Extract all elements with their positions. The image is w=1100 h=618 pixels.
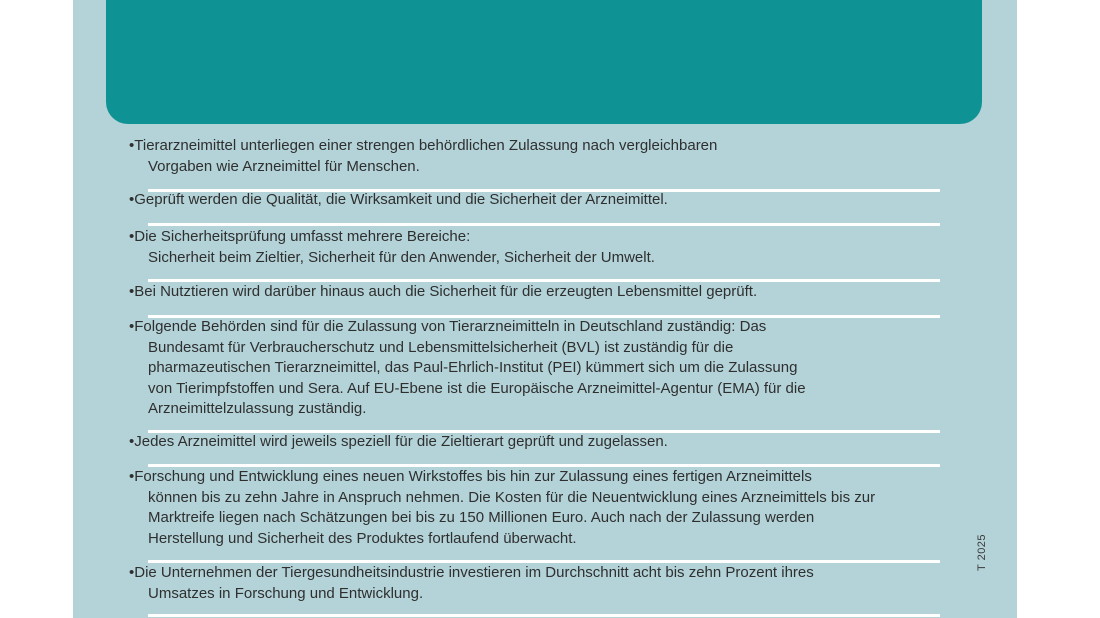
list-item [129,432,959,453]
divider [148,223,940,226]
continuation-text: Marktreife liegen nach Schätzungen bei bis zu 150 Millionen Euro. Auch nach der Zulassung werden [148,509,815,526]
info-panel [73,0,1017,618]
bullet-text: •Die Sicherheitsprüfung umfasst mehrere Bereiche: [129,228,471,245]
bullet-text: •Bei Nutztieren wird darüber hinaus auch die Sicherheit für die erzeugten Lebensmittel geprüft. [129,283,758,300]
continuation-text: können bis zu zehn Jahre in Anspruch nehmen. Die Kosten für die Neuentwicklung eines Arzneimittels bis zur [148,488,876,506]
divider [148,614,940,617]
side-label: T 2025 [976,533,988,571]
bullet-text: •Tierarzneimittel unterliegen einer strengen behördlichen Zulassung nach vergleichbaren [129,137,718,154]
list-item [129,282,959,303]
list-item [129,190,959,211]
continuation-text: Herstellung und Sicherheit des Produktes fortlaufend überwacht. [148,529,577,547]
continuation-text: Sicherheit beim Zieltier, Sicherheit für den Anwender, Sicherheit der Umwelt. [148,248,655,266]
list-item [129,317,959,420]
continuation-text: von Tierimpfstoffen und Sera. Auf EU-Ebene ist die Europäische Arzneimittel-Agentur (EMA) für die [148,379,806,397]
list-item [129,563,959,604]
bullet-text: •Jedes Arzneimittel wird jeweils speziell für die Zieltierart geprüft und zugelassen. [129,433,668,450]
continuation-text: Vorgaben wie Arzneimittel für Menschen. [148,157,420,175]
continuation-text: Bundesamt für Verbraucherschutz und Lebensmittelsicherheit (BVL) ist zuständig für die [148,338,734,356]
bullet-text: •Folgende Behörden sind für die Zulassung von Tierarzneimitteln in Deutschland zuständig: Das [129,318,767,335]
list-item [129,467,959,549]
bullet-text: •Geprüft werden die Qualität, die Wirksamkeit und die Sicherheit der Arzneimittel. [129,191,668,208]
list-item [129,227,959,268]
continuation-text: Arzneimittelzulassung zuständig. [148,400,367,417]
continuation-text: Umsatzes in Forschung und Entwicklung. [148,584,424,602]
bullet-text: •Forschung und Entwicklung eines neuen Wirkstoffes bis hin zur Zulassung eines fertigen Arzneimittels [129,468,812,485]
bullet-text: •Die Unternehmen der Tiergesundheitsindustrie investieren im Durchschnitt acht bis zehn Prozent ihres [129,564,814,581]
continuation-text: pharmazeutischen Tierarzneimittel, das Paul-Ehrlich-Institut (PEI) kümmert sich um die Zulassung [148,359,798,376]
list-item [129,136,959,177]
header-banner [106,0,982,124]
